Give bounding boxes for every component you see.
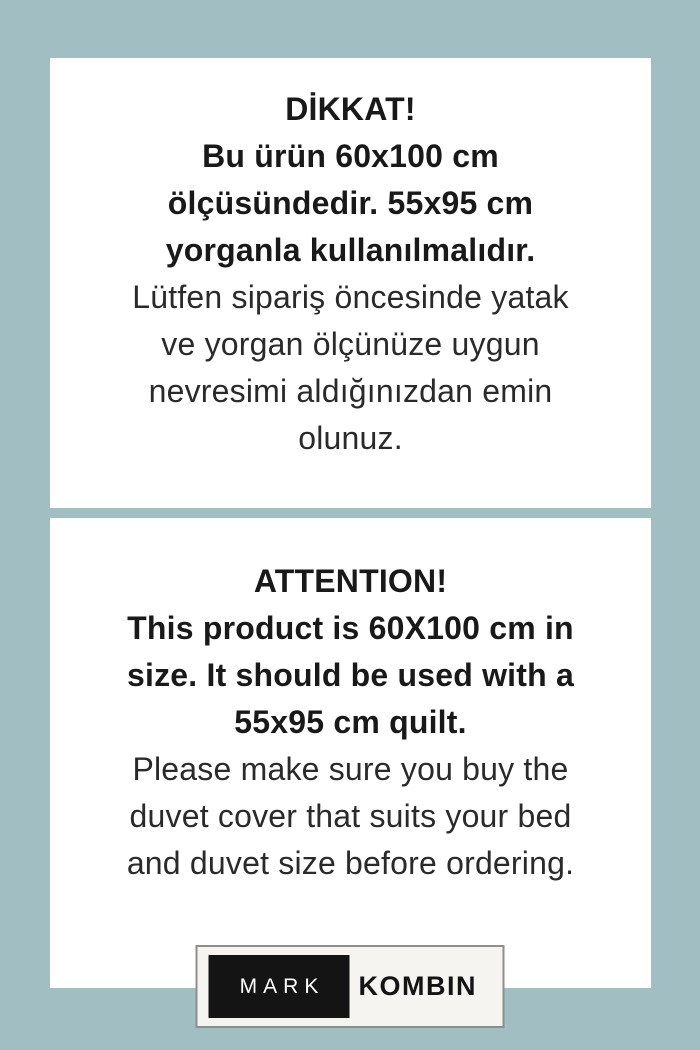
text-line: This product is 60X100 cm in <box>127 610 574 646</box>
text-line: Lütfen sipariş öncesinde yatak <box>132 279 569 315</box>
text-line: olunuz. <box>298 420 403 456</box>
text-line: Please make sure you buy the <box>132 751 569 787</box>
text-line: 55x95 cm quilt. <box>234 704 467 740</box>
logo-mark-box <box>209 955 350 1018</box>
english-warning-bold-text <box>50 558 651 746</box>
text-line: ve yorgan ölçünüze uygun <box>161 326 540 362</box>
text-line: yorganla kullanılmalıdır. <box>165 232 536 268</box>
text-line: and duvet size before ordering. <box>126 845 575 881</box>
turkish-warning-bold-text <box>50 86 651 274</box>
turkish-notice-text <box>50 86 651 462</box>
text-line: ATTENTION! <box>253 563 448 599</box>
text-line: size. It should be used with a <box>127 657 574 693</box>
text-line: DİKKAT! <box>285 91 416 127</box>
text-line: Bu ürün 60x100 cm <box>202 138 499 174</box>
logo-kombin-text: KOMBIN <box>358 971 477 1001</box>
text-line: nevresimi aldığınızdan emin <box>148 373 553 409</box>
text-line: duvet cover that suits your bed <box>129 798 572 834</box>
logo-mark-text: MARK <box>239 974 325 998</box>
english-warning-regular-text <box>50 746 651 887</box>
text-line: ölçüsündedir. 55x95 cm <box>167 185 534 221</box>
english-notice-card <box>50 518 651 988</box>
turkish-warning-regular-text <box>50 274 651 462</box>
mark-kombin-logo <box>196 945 505 1028</box>
english-notice-text <box>50 558 651 887</box>
turkish-notice-card <box>50 58 651 508</box>
